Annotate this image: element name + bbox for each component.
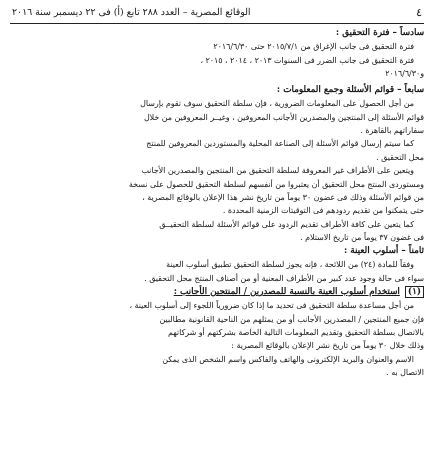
s7-line: قوائم الأسئلة إلى المنتجين والمصدرين الأجانب المعروفين ، وغيــر المعروفين من خلال <box>143 112 424 122</box>
page-number: ٤ <box>416 6 422 19</box>
header-title: الوقائع المصرية – العدد ٢٨٨ تابع (أ) فى ٢٢ ديسمبر سنة ٢٠١٦ <box>12 7 251 18</box>
s8a-line: الاسم والعنوان والبريد الإلكترونى والهاتف والفاكس واسم الشخص الذى يمكن <box>162 354 414 364</box>
s6-line: فترة التحقيق فى جانب الإغراق من ٢٠١٥/٧/١ حتى ٢٠١٦/٦/٣٠ <box>213 42 414 52</box>
section-7-heading: سابعاً – قوائم الأسئلة وجمع المعلومات : <box>276 85 424 96</box>
section-8a-title: استخدام أسلوب العينة بالنسبة للمصدرين / المنتجين الأجانب : <box>173 287 400 298</box>
s7-line: من أجل الحصول على المعلومات الضرورية ، فإن سلطة التحقيق سوف تقوم بإرسال <box>140 99 414 109</box>
section-6-heading: سادساً – فترة التحقيق : <box>335 28 424 38</box>
s7-line: ومستوردى المنتج محل التحقيق أن يعتبروا من أنفسهم لسلطة التحقيق للحصول على نسخة <box>128 179 424 189</box>
page-header <box>10 6 424 24</box>
s8-line: وفقاً للمادة (٢٤) من اللائحة ، فإنه يجوز لسلطة التحقيق تطبيق أسلوب العينة <box>166 260 414 270</box>
page-content <box>10 24 424 379</box>
s8a-line: الاتصال به . <box>386 368 424 378</box>
s7-line: حتى يتمكنوا من تقديم ردودهم فى التوقيتات الزمنية المحددة . <box>222 206 424 216</box>
section-8-heading: ثامناً – أسلوب العينة : <box>343 246 424 257</box>
s7-line: ويتعين على الأطراف غير المعروفة لسلطة التحقيق من المنتجين والمصدرين الأجانب <box>141 166 414 176</box>
section-8a-number: (١) <box>405 286 424 298</box>
s7-line: سفاراتهم بالقاهرة . <box>360 126 424 136</box>
s7-line: كما سيتم إرسال قوائم الأسئلة إلى الصناعة المحلية والمستوردين المعروفين للمنتج <box>146 139 414 149</box>
s7-line: كما يتعين على كافة الأطراف تقديم الردود على قوائم الأسئلة لسلطة التحقيــق <box>159 219 414 229</box>
s8a-line: بالاتصال بسلطة التحقيق وتقديم المعلومات التالية الخاصة بشركتهم أو شركاتهم <box>168 328 424 337</box>
s7-line: من قوائم الأسئلة وذلك فى غضون ٣٠ يوماً من تاريخ نشر هذا الإعلان بالوقائع المصرية ، <box>142 192 424 202</box>
s7-line: فى غضون ٣٧ يوماً من تاريخ الاستلام . <box>300 232 424 242</box>
section-8a-heading <box>10 285 424 299</box>
s8a-line: فإن جميع المنتجين / المصدرين الأجانب أو من يمثلهم من الناحية القانونية مطالبين <box>159 314 424 324</box>
s8-line: سواء فى حالة وجود عدد كبير من الأطراف المعنية أو من أصناف المنتج محل التحقيق . <box>144 273 424 283</box>
s6-line: فترة التحقيق فى جانب الضرر فى السنوات ٢٠١٣ ، ٢٠١٤ ، ٢٠١٥ ، <box>200 55 414 65</box>
s7-line: محل التحقيق . <box>376 152 424 162</box>
s6-line: و٢٠١٦/٦/٣٠ <box>385 68 424 78</box>
s8a-line: وذلك خلال ٣٠ يوماً من تاريخ نشر الإعلان بالوقائع المصرية : <box>231 341 424 351</box>
s8a-line: من أجل مساعدة سلطة التحقيق فى تحديد ما إذا كان ضرورياً اللجوء إلى أسلوب العينة ، <box>129 301 414 311</box>
